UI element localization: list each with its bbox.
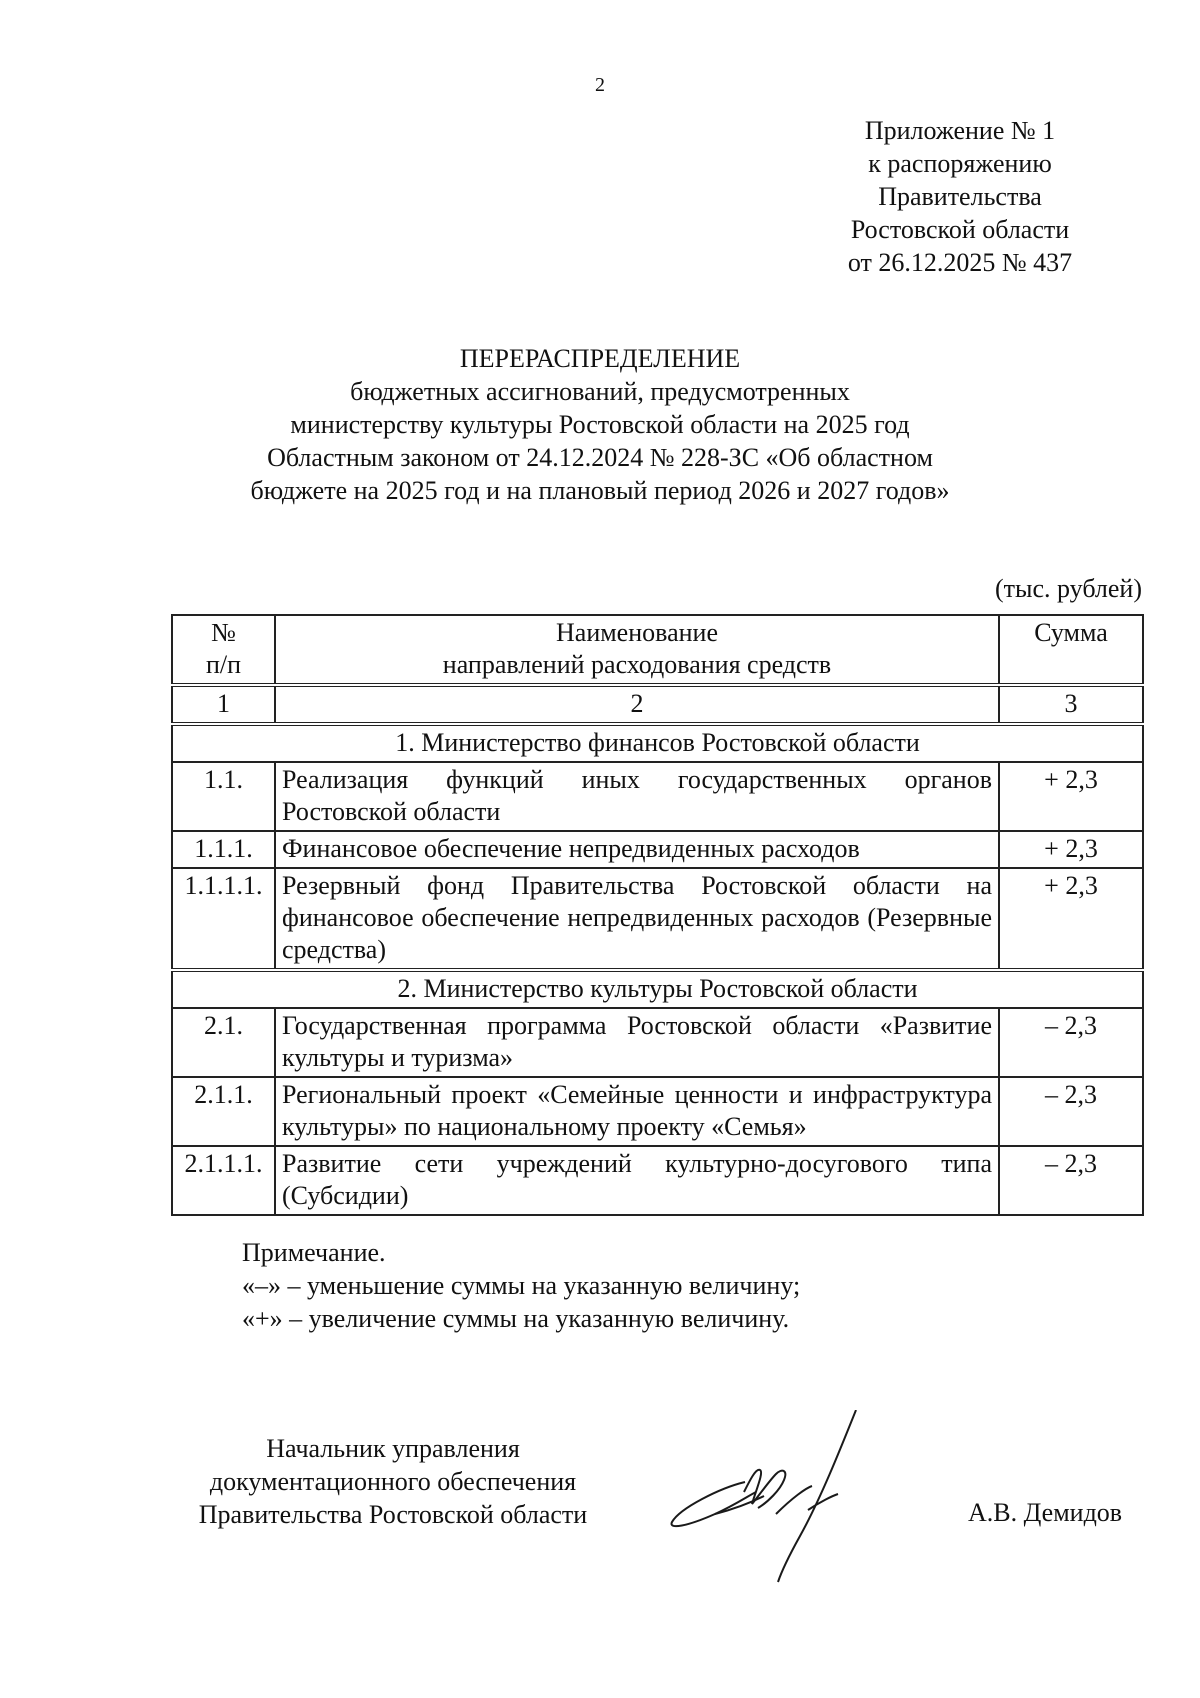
- row-num: 2.1.1.: [172, 1077, 275, 1146]
- table-row: [172, 1008, 1143, 1077]
- section-row: [172, 970, 1143, 1008]
- page-number: 2: [595, 74, 605, 96]
- title-heading: ПЕРЕРАСПРЕДЕЛЕНИЕ: [459, 344, 741, 373]
- title-line: Областным законом от 24.12.2024 № 228-ЗС «Об областном: [267, 443, 933, 472]
- section-row: [172, 724, 1143, 762]
- title-line: бюджетных ассигнований, предусмотренных: [350, 377, 850, 406]
- title-line: бюджете на 2025 год и на плановый период 2026 и 2027 годов»: [250, 476, 950, 505]
- table-row: [172, 762, 1143, 831]
- section-title: 2. Министерство культуры Ростовской области: [172, 970, 1143, 1008]
- row-sum: – 2,3: [999, 1008, 1143, 1077]
- row-name: Региональный проект «Семейные ценности и инфраструктура культуры» по национальному проекту «Семья»: [275, 1077, 999, 1146]
- signer-position-line: документационного обеспечения: [209, 1467, 577, 1496]
- appendix-line: от 26.12.2025 № 437: [847, 248, 1073, 277]
- signer-position: [168, 1432, 618, 1531]
- table-row: [172, 831, 1143, 868]
- header-num-cell: [172, 615, 275, 685]
- note-block: [242, 1236, 800, 1335]
- appendix-line: Приложение № 1: [864, 116, 1056, 145]
- row-num: 1.1.: [172, 762, 275, 831]
- row-num: 1.1.1.1.: [172, 868, 275, 970]
- row-sum: + 2,3: [999, 762, 1143, 831]
- document-title: [200, 342, 1000, 507]
- section-title: 1. Министерство финансов Ростовской области: [172, 724, 1143, 762]
- handwritten-signature: [660, 1410, 920, 1590]
- row-num: 2.1.: [172, 1008, 275, 1077]
- index-cell: 1: [172, 685, 275, 724]
- row-num: 1.1.1.: [172, 831, 275, 868]
- row-num: 2.1.1.1.: [172, 1146, 275, 1215]
- table-row: [172, 1077, 1143, 1146]
- header-name-line2: направлений расходования средств: [442, 650, 832, 679]
- table-row: [172, 868, 1143, 970]
- table-header-row: [172, 615, 1143, 685]
- row-name: Реализация функций иных государственных органов Ростовской области: [275, 762, 999, 831]
- signer-position-line: Начальник управления: [266, 1434, 520, 1463]
- table-index-row: [172, 685, 1143, 724]
- row-name: Финансовое обеспечение непредвиденных расходов: [275, 831, 999, 868]
- index-cell: 3: [999, 685, 1143, 724]
- note-line: «–» – уменьшение суммы на указанную величину;: [242, 1271, 801, 1300]
- row-sum: – 2,3: [999, 1146, 1143, 1215]
- title-line: министерству культуры Ростовской области на 2025 год: [290, 410, 910, 439]
- appendix-line: Правительства: [878, 182, 1042, 211]
- note-line: «+» – увеличение суммы на указанную величину.: [242, 1304, 790, 1333]
- units-label: (тыс. рублей): [994, 574, 1142, 603]
- header-name-cell: [275, 615, 999, 685]
- note-title: Примечание.: [242, 1238, 386, 1267]
- allocation-table: [171, 614, 1144, 1216]
- signer-name: А.В. Демидов: [968, 1498, 1123, 1527]
- header-num-line2: п/п: [205, 650, 242, 679]
- header-sum-cell: Сумма: [999, 615, 1143, 685]
- signer-position-line: Правительства Ростовской области: [198, 1500, 588, 1529]
- row-name: Государственная программа Ростовской области «Развитие культуры и туризма»: [275, 1008, 999, 1077]
- appendix-block: [830, 114, 1090, 279]
- row-sum: – 2,3: [999, 1077, 1143, 1146]
- row-sum: + 2,3: [999, 831, 1143, 868]
- index-cell: 2: [275, 685, 999, 724]
- appendix-line: к распоряжению: [868, 149, 1052, 178]
- row-name: Развитие сети учреждений культурно-досугового типа (Субсидии): [275, 1146, 999, 1215]
- row-sum: + 2,3: [999, 868, 1143, 970]
- table-row: [172, 1146, 1143, 1215]
- row-name: Резервный фонд Правительства Ростовской области на финансовое обеспечение непредвиденных расходов (Резервные средства): [275, 868, 999, 970]
- header-num-line1: №: [211, 618, 236, 647]
- appendix-line: Ростовской области: [850, 215, 1070, 244]
- header-name-line1: Наименование: [556, 618, 718, 647]
